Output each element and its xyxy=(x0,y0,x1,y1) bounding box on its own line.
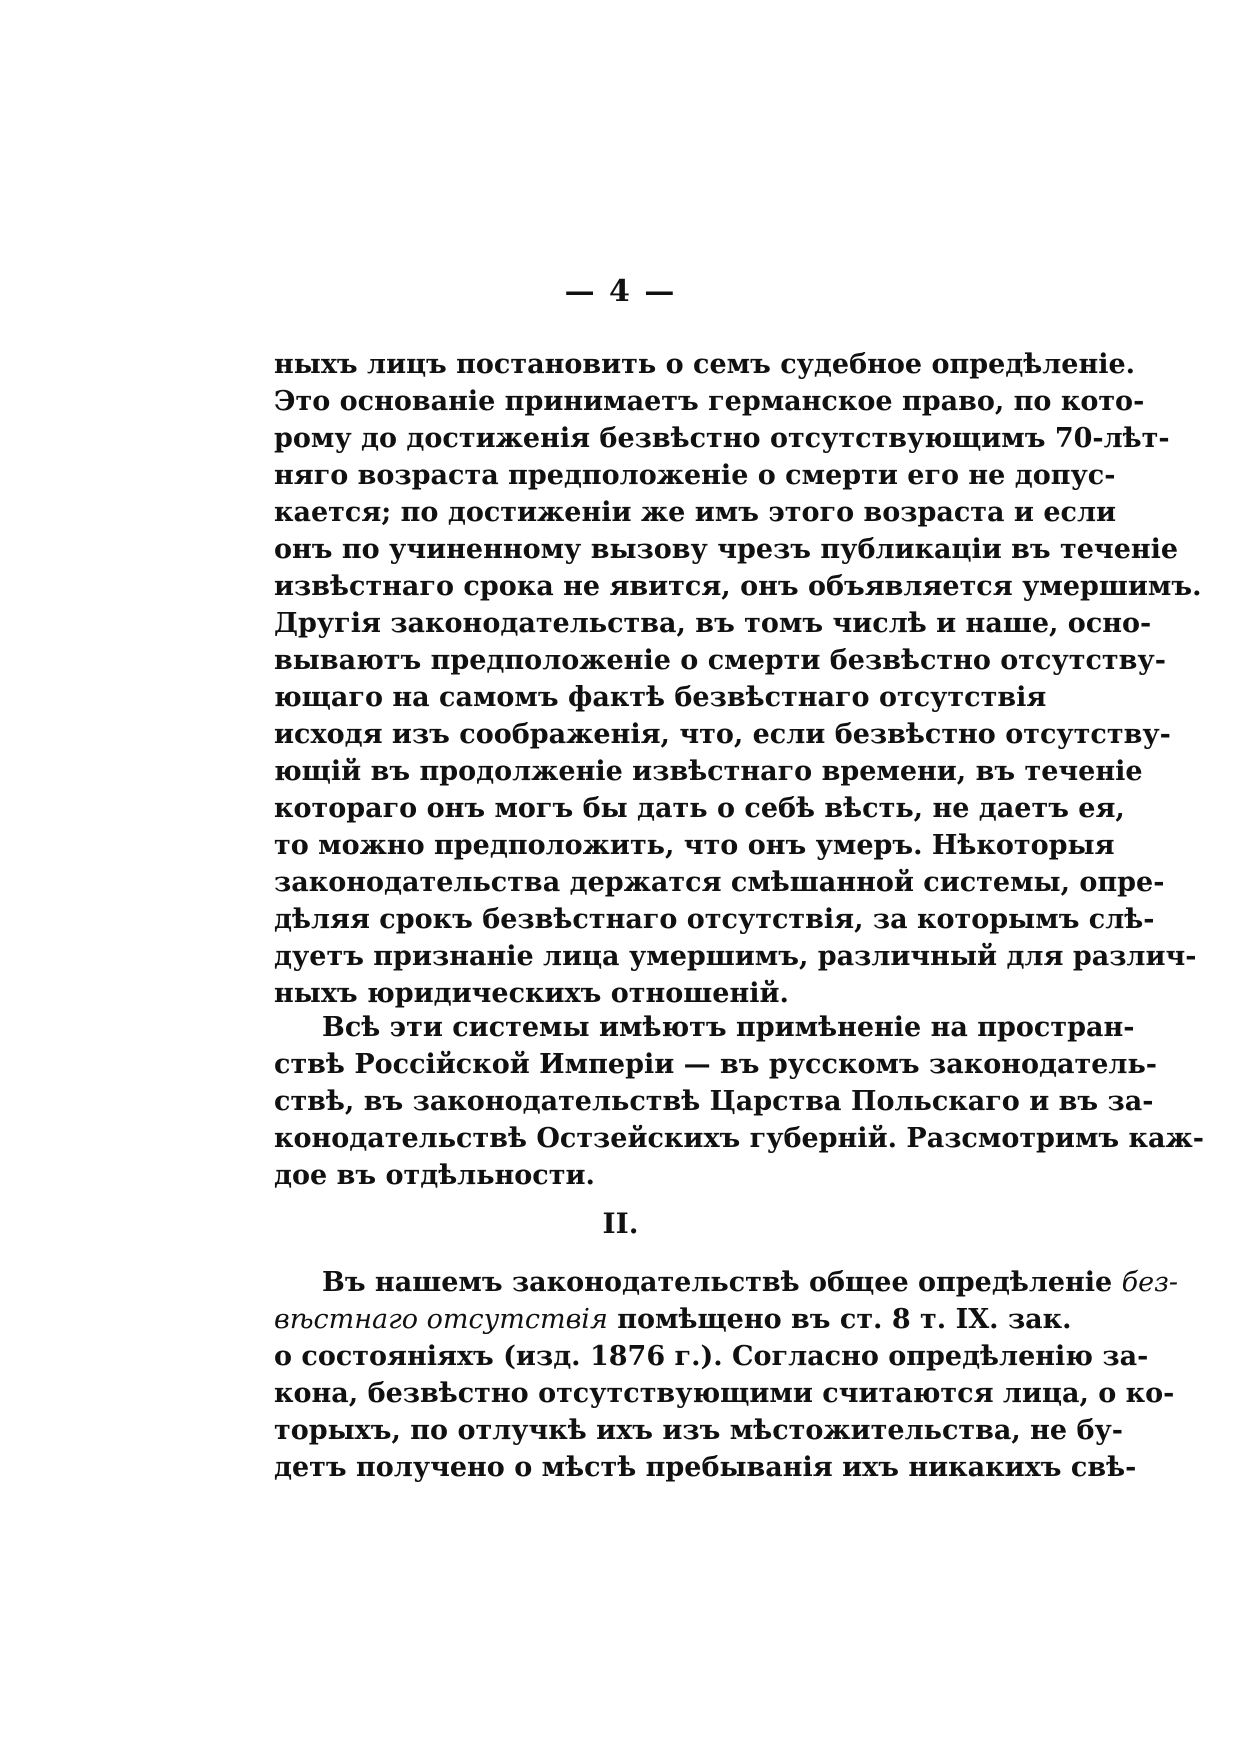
text-line xyxy=(274,1264,1178,1301)
italic-term: вѣстнаго отсутствія xyxy=(274,1304,608,1335)
text-line: Это основаніе принимаетъ германское право, по кото- xyxy=(274,386,1145,417)
text-line: няго возраста предположеніе о смерти его не допус- xyxy=(274,460,1116,491)
text-line: Другія законодательства, въ томъ числѣ и наше, осно- xyxy=(274,608,1152,639)
paragraph-3 xyxy=(274,1264,1178,1486)
text-line: дое въ отдѣльности. xyxy=(274,1160,595,1191)
text-line: Всѣ эти системы имѣютъ примѣненіе на простран- xyxy=(322,1012,1135,1043)
text-line: ныхъ лицъ постановить о семъ судебное опредѣленіе. xyxy=(274,349,1136,380)
text-line: исходя изъ соображенія, что, если безвѣстно отсутству- xyxy=(274,719,1171,750)
text-line: рому до достиженія безвѣстно отсутствующимъ 70-лѣт- xyxy=(274,423,1170,454)
text-line: кона, безвѣстно отсутствующими считаются лица, о ко- xyxy=(274,1378,1175,1409)
text-line: ющаго на самомъ фактѣ безвѣстнаго отсутствія xyxy=(274,682,1047,713)
text-line: то можно предположить, что онъ умеръ. Нѣкоторыя xyxy=(274,830,1115,861)
text-span: помѣщено въ ст. 8 т. IX. зак. xyxy=(617,1304,1072,1335)
text-span: Въ нашемъ законодательствѣ общее опредѣленіе xyxy=(322,1267,1113,1298)
text-line: онъ по учиненному вызову чрезъ публикаціи въ теченіе xyxy=(274,534,1179,565)
text-line xyxy=(274,1301,1072,1338)
text-line: дѣляя срокъ безвѣстнаго отсутствія, за которымъ слѣ- xyxy=(274,904,1155,935)
text-line: извѣстнаго срока не явится, онъ объявляется умершимъ. xyxy=(274,571,1202,602)
text-line: детъ получено о мѣстѣ пребыванія ихъ никакихъ свѣ- xyxy=(274,1452,1137,1483)
text-line: ствѣ Россійской Имперіи — въ русскомъ законодатель- xyxy=(274,1049,1157,1080)
page-number: — 4 — xyxy=(564,274,677,309)
text-line: конодательствѣ Остзейскихъ губерній. Разсмотримъ каж- xyxy=(274,1123,1204,1154)
text-line: дуетъ признаніе лица умершимъ, различный для различ- xyxy=(274,941,1197,972)
italic-term: без- xyxy=(1121,1267,1178,1298)
section-heading: II. xyxy=(602,1207,639,1240)
text-line: кается; по достиженіи же имъ этого возраста и если xyxy=(274,497,1117,528)
paragraph-2 xyxy=(274,1009,1204,1194)
text-line: торыхъ, по отлучкѣ ихъ изъ мѣстожительства, не бу- xyxy=(274,1415,1124,1446)
paragraph-1 xyxy=(274,346,1202,1012)
text-line: законодательства держатся смѣшанной системы, опре- xyxy=(274,867,1165,898)
text-line: о состояніяхъ (изд. 1876 г.). Согласно опредѣленію за- xyxy=(274,1341,1149,1372)
text-line: вываютъ предположеніе о смерти безвѣстно отсутству- xyxy=(274,645,1166,676)
text-line: ныхъ юридическихъ отношеній. xyxy=(274,978,789,1009)
text-line: котораго онъ могъ бы дать о себѣ вѣсть, не даетъ ея, xyxy=(274,793,1125,824)
text-line: ствѣ, въ законодательствѣ Царства Польскаго и въ за- xyxy=(274,1086,1154,1117)
text-line: ющій въ продолженіе извѣстнаго времени, въ теченіе xyxy=(274,756,1143,787)
